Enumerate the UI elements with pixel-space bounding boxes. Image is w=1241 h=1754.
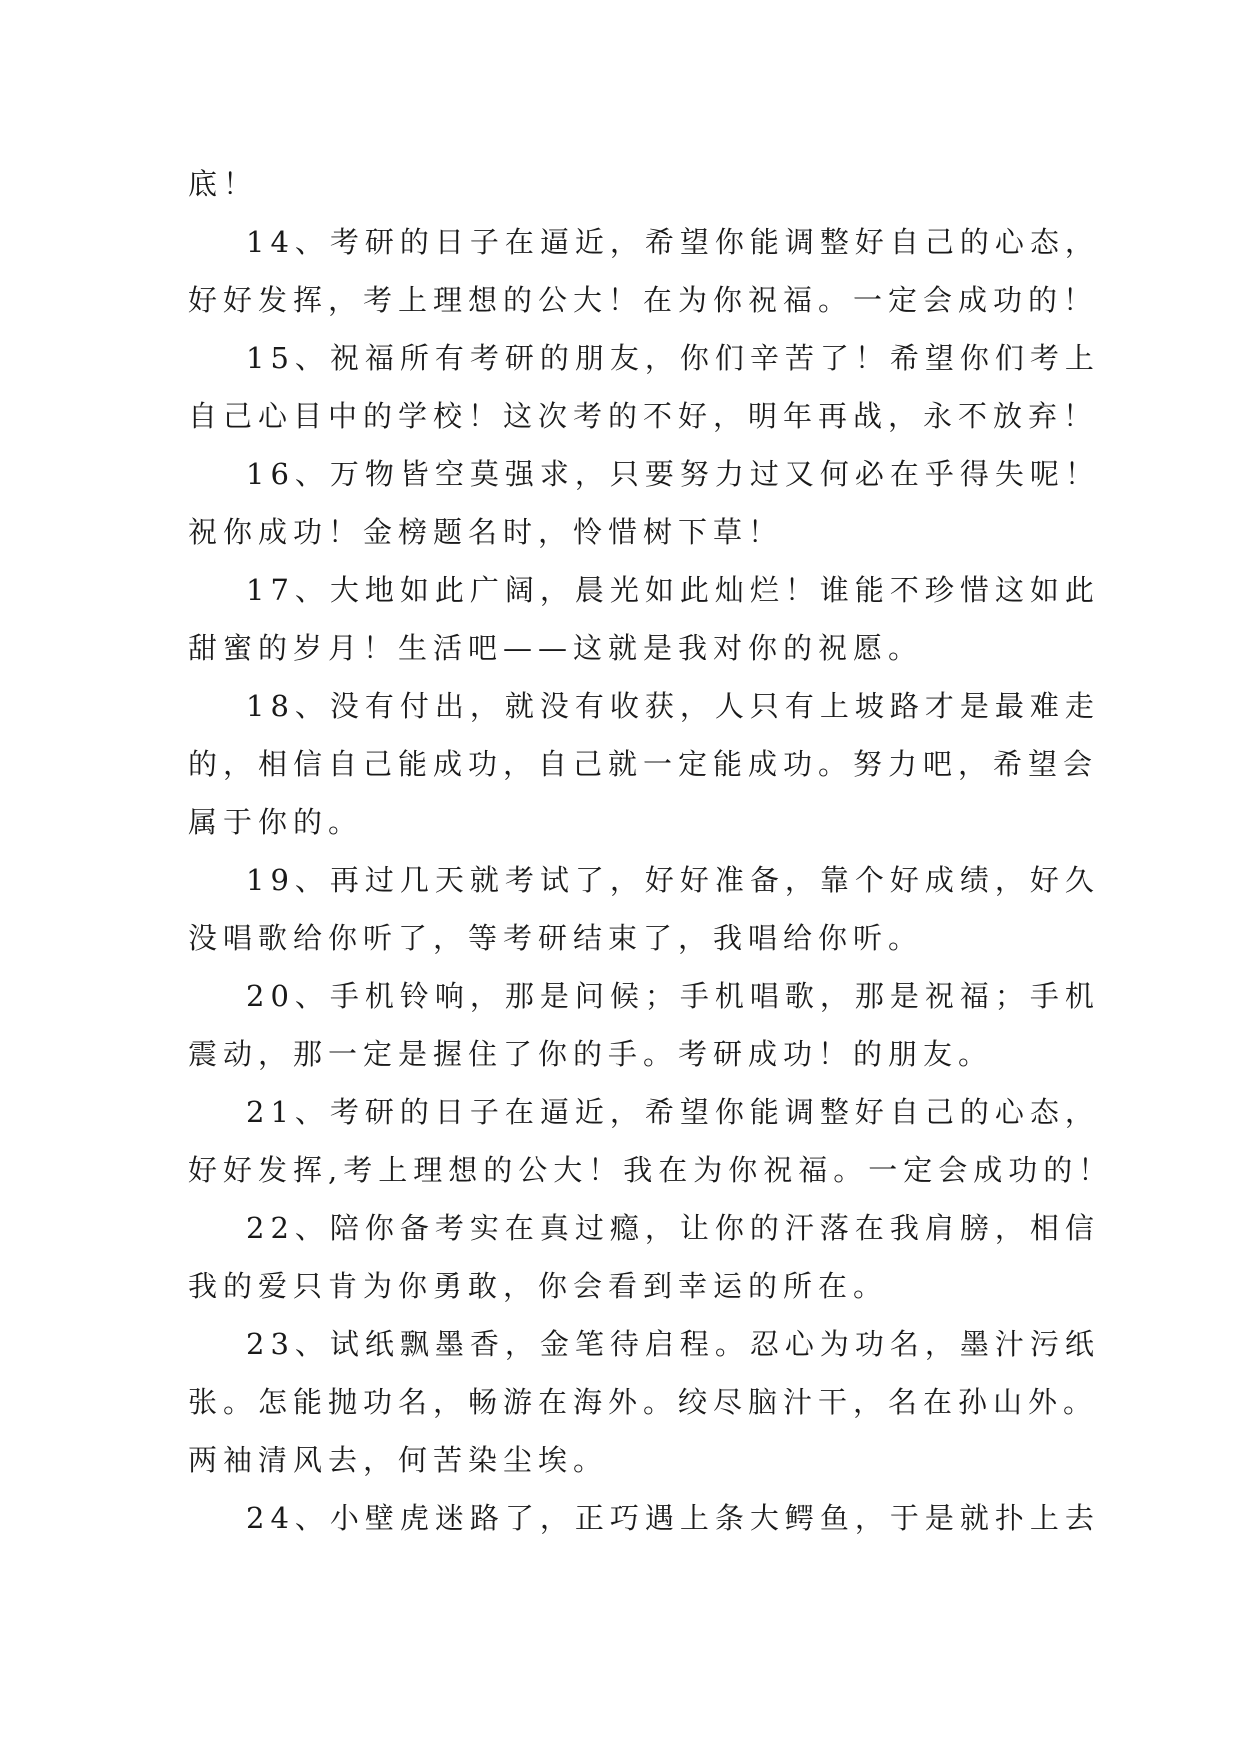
- text-line-item-18: 18、没有付出，就没有收获，人只有上坡路才是最难走: [246, 689, 1100, 723]
- text-line: 震动，那一定是握住了你的手。考研成功！的朋友。: [188, 1037, 994, 1071]
- text-line: 好好发挥,考上理想的公大！我在为你祝福。一定会成功的！: [188, 1153, 1114, 1187]
- text-line-item-15: 15、祝福所有考研的朋友，你们辛苦了！希望你们考上: [246, 341, 1100, 375]
- text-line: 好好发挥，考上理想的公大！在为你祝福。一定会成功的！: [188, 283, 1099, 317]
- document-body: [188, 155, 1114, 1547]
- text-line: 甜蜜的岁月！生活吧——这就是我对你的祝愿。: [188, 631, 924, 665]
- text-line: 我的爱只肯为你勇敢，你会看到幸运的所在。: [188, 1269, 889, 1303]
- text-line-item-20: 20、手机铃响，那是问候；手机唱歌，那是祝福；手机: [246, 979, 1100, 1013]
- text-line: 张。怎能抛功名，畅游在海外。绞尽脑汁干，名在孙山外。: [188, 1385, 1099, 1419]
- text-line: 底！: [188, 167, 259, 201]
- text-line-item-22: 22、陪你备考实在真过瘾，让你的汗落在我肩膀，相信: [246, 1211, 1100, 1245]
- text-line-item-21: 21、考研的日子在逼近，希望你能调整好自己的心态，: [246, 1095, 1100, 1129]
- text-line-item-14: 14、考研的日子在逼近，希望你能调整好自己的心态，: [246, 225, 1100, 259]
- text-line: 自己心目中的学校！这次考的不好，明年再战，永不放弃！: [188, 399, 1099, 433]
- text-line-item-19: 19、再过几天就考试了，好好准备，靠个好成绩，好久: [246, 863, 1100, 897]
- text-line-item-24: 24、小壁虎迷路了，正巧遇上条大鳄鱼，于是就扑上去: [246, 1501, 1100, 1535]
- text-line-item-16: 16、万物皆空莫强求，只要努力过又何必在乎得失呢！: [246, 457, 1100, 491]
- text-line-item-23: 23、试纸飘墨香，金笔待启程。忍心为功名，墨汁污纸: [246, 1327, 1100, 1361]
- text-line: 的，相信自己能成功，自己就一定能成功。努力吧，希望会: [188, 747, 1099, 781]
- text-line: 没唱歌给你听了，等考研结束了，我唱给你听。: [188, 921, 924, 955]
- text-line: 祝你成功！金榜题名时，怜惜树下草！: [188, 515, 784, 549]
- text-line: 属于你的。: [188, 805, 364, 839]
- text-line: 两袖清风去，何苦染尘埃。: [188, 1443, 609, 1477]
- text-line-item-17: 17、大地如此广阔，晨光如此灿烂！谁能不珍惜这如此: [246, 573, 1100, 607]
